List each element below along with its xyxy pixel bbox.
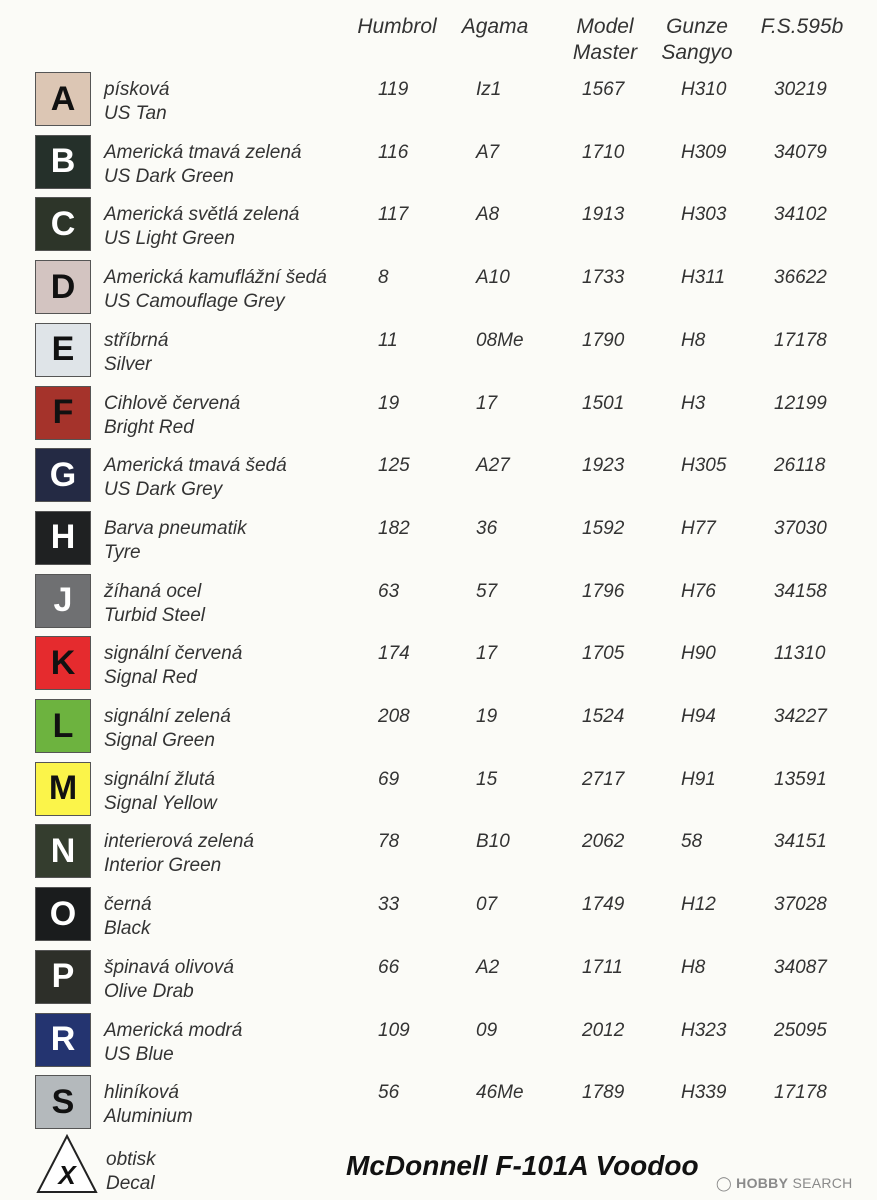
model-master-code: 1705 [582, 643, 625, 665]
model-master-code: 1710 [582, 141, 625, 163]
model-master-code: 1789 [582, 1082, 625, 1104]
color-swatch: L [35, 699, 91, 753]
humbrol-code: 11 [378, 329, 398, 351]
paint-row [0, 1009, 877, 1071]
color-name-en: Aluminium [104, 1106, 193, 1128]
fs-code: 34151 [774, 831, 827, 853]
agama-code: A27 [476, 455, 510, 477]
color-name-en: Bright Red [104, 416, 194, 438]
fs-code: 34158 [774, 580, 827, 602]
color-name-cz: signální zelená [104, 706, 231, 727]
color-names [104, 642, 242, 690]
watermark-logo: HOBBY [736, 1175, 789, 1191]
paint-row [0, 193, 877, 255]
color-names [104, 830, 254, 878]
color-name-en: US Light Green [104, 228, 235, 250]
fs-code: 34079 [774, 141, 827, 163]
color-name-cz: signální žlutá [104, 768, 215, 790]
color-name-cz: Barva pneumatik [104, 517, 247, 539]
gunze-code: H309 [681, 141, 727, 163]
color-name-cz: interierová zelená [104, 831, 254, 853]
model-master-code: 1711 [582, 956, 623, 978]
color-name-cz: Americká tmavá zelená [104, 141, 302, 163]
color-name-cz: špinavá olivová [104, 956, 234, 978]
color-name-cz: stříbrná [104, 329, 169, 351]
agama-code: A8 [476, 204, 500, 226]
color-name-en: US Tan [104, 103, 167, 124]
gunze-code: 58 [681, 831, 703, 853]
color-name-en: US Blue [104, 1043, 174, 1065]
decal-name-cz: obtisk [106, 1149, 156, 1170]
color-swatch: G [35, 448, 91, 502]
gunze-code: H8 [681, 956, 706, 978]
color-names [104, 1081, 193, 1129]
header-fs595b [752, 14, 852, 40]
color-name-en: Silver [104, 353, 152, 375]
fs-code: 37028 [774, 894, 827, 916]
model-master-code: 1733 [582, 267, 625, 289]
agama-code: A7 [476, 141, 500, 163]
color-name-cz: hliníková [104, 1082, 179, 1104]
agama-code: 15 [476, 768, 498, 790]
color-names [104, 580, 205, 628]
model-master-code: 1913 [582, 204, 625, 226]
color-name-cz: písková [104, 79, 170, 100]
humbrol-code: 78 [378, 831, 400, 853]
fs-code: 30219 [774, 79, 827, 100]
header-humbrol-line: Humbrol [357, 15, 437, 38]
paint-row [0, 68, 877, 130]
header-gunze-line1: Gunze [666, 15, 728, 38]
color-name-en: Turbid Steel [104, 604, 206, 626]
model-master-code: 1796 [582, 580, 625, 602]
model-master-code: 2062 [582, 831, 625, 853]
fs-code: 34227 [774, 706, 827, 727]
humbrol-code: 8 [378, 267, 389, 289]
paint-row [0, 256, 877, 318]
gunze-code: H305 [681, 455, 727, 477]
color-name-cz: Americká kamuflážní šedá [104, 267, 327, 289]
color-swatch: H [35, 511, 91, 565]
watermark-circle-icon: ◯ [716, 1175, 732, 1191]
gunze-code: H339 [681, 1082, 727, 1104]
agama-code: 46Me [476, 1082, 524, 1104]
color-name-cz: Americká tmavá šedá [104, 455, 287, 477]
agama-code: 17 [476, 643, 498, 665]
color-swatch: O [35, 887, 91, 941]
model-master-code: 1592 [582, 517, 625, 539]
color-name-cz: žíhaná ocel [104, 580, 202, 602]
color-names [104, 454, 287, 502]
fs-code: 12199 [774, 392, 827, 414]
fs-code: 26118 [774, 455, 826, 477]
color-name-en: Tyre [104, 541, 141, 563]
agama-code: B10 [476, 831, 510, 853]
header-gunze-line2: Sangyo [661, 41, 733, 64]
humbrol-code: 66 [378, 956, 400, 978]
model-master-code: 2717 [582, 768, 625, 790]
model-master-code: 1501 [582, 392, 625, 414]
color-name-en: Black [104, 918, 151, 940]
fs-code: 36622 [774, 267, 827, 289]
paint-row [0, 319, 877, 381]
model-title: McDonnell F-101A Voodoo [346, 1150, 699, 1181]
decal-names [106, 1148, 156, 1196]
color-names [104, 768, 217, 816]
model-master-code: 1749 [582, 894, 625, 916]
header-agama [455, 14, 535, 40]
color-name-cz: černá [104, 894, 152, 916]
color-names [104, 78, 169, 126]
color-swatch: C [35, 197, 91, 251]
color-name-en: US Dark Green [104, 165, 234, 187]
color-name-en: US Dark Grey [104, 479, 223, 501]
color-names [104, 517, 247, 565]
fs-code: 25095 [774, 1019, 827, 1041]
color-swatch: F [35, 386, 91, 440]
color-swatch: B [35, 135, 91, 189]
decal-name-en: Decal [106, 1173, 155, 1194]
color-swatch: A [35, 72, 91, 126]
paint-row [0, 946, 877, 1008]
gunze-code: H3 [681, 392, 706, 414]
color-names [104, 329, 168, 377]
decal-letter: X [58, 1160, 76, 1190]
color-names [104, 1019, 242, 1067]
agama-code: 08Me [476, 329, 524, 351]
gunze-code: H323 [681, 1019, 727, 1041]
agama-code: 07 [476, 894, 498, 916]
paint-row [0, 507, 877, 569]
humbrol-code: 69 [378, 768, 400, 790]
humbrol-code: 109 [378, 1019, 410, 1041]
model-master-code: 1790 [582, 329, 625, 351]
color-name-en: Signal Green [104, 730, 215, 751]
color-name-cz: Americká modrá [104, 1019, 243, 1041]
gunze-code: H94 [681, 706, 716, 727]
agama-code: Iz1 [476, 79, 502, 100]
model-master-code: 1923 [582, 455, 625, 477]
color-swatch: D [35, 260, 91, 314]
color-name-cz: Americká světlá zelená [104, 204, 300, 226]
color-names [104, 392, 240, 440]
color-swatch: M [35, 762, 91, 816]
color-names [104, 956, 234, 1004]
humbrol-code: 174 [378, 643, 410, 665]
humbrol-code: 182 [378, 517, 410, 539]
fs-code: 17178 [774, 329, 827, 351]
color-name-en: Interior Green [104, 855, 222, 877]
humbrol-code: 119 [378, 79, 409, 100]
paint-row [0, 632, 877, 694]
agama-code: 09 [476, 1019, 498, 1041]
gunze-code: H12 [681, 894, 716, 916]
paint-row [0, 382, 877, 444]
color-name-en: Signal Yellow [104, 792, 217, 814]
paint-row [0, 444, 877, 506]
color-swatch: P [35, 950, 91, 1004]
color-names [104, 705, 231, 753]
humbrol-code: 33 [378, 894, 400, 916]
humbrol-code: 116 [378, 141, 409, 163]
watermark-rest: SEARCH [792, 1175, 853, 1191]
agama-code: 17 [476, 392, 498, 414]
color-names [104, 893, 152, 941]
color-swatch: J [35, 574, 91, 628]
header-model-master [562, 14, 648, 66]
model-master-code: 1567 [582, 79, 625, 100]
agama-code: 57 [476, 580, 498, 602]
paint-row [0, 131, 877, 193]
header-agama-line: Agama [461, 15, 529, 38]
humbrol-code: 56 [378, 1082, 400, 1104]
color-name-en: Olive Drab [104, 980, 194, 1002]
color-name-cz: Cihlově červená [104, 392, 241, 414]
fs-code: 34087 [774, 956, 827, 978]
paint-row [0, 820, 877, 882]
paint-row [0, 758, 877, 820]
agama-code: 36 [476, 517, 498, 539]
fs-code: 37030 [774, 517, 827, 539]
header-fs-line: F.S.595b [760, 15, 844, 38]
gunze-code: H8 [681, 329, 706, 351]
fs-code: 34102 [774, 204, 827, 226]
model-master-code: 2012 [582, 1019, 625, 1041]
paint-row [0, 570, 877, 632]
color-name-en: US Camouflage Grey [104, 291, 285, 313]
gunze-code: H310 [681, 79, 727, 100]
color-swatch: N [35, 824, 91, 878]
color-swatch: S [35, 1075, 91, 1129]
fs-code: 13591 [774, 768, 827, 790]
header-model-master-line1: Model [576, 15, 634, 38]
header-model-master-line2: Master [572, 41, 638, 64]
paint-row [0, 883, 877, 945]
humbrol-code: 19 [378, 392, 400, 414]
color-names [104, 266, 327, 314]
gunze-code: H303 [681, 204, 727, 226]
gunze-code: H77 [681, 517, 716, 539]
paint-row [0, 695, 877, 757]
humbrol-code: 63 [378, 580, 400, 602]
fs-code: 11310 [774, 643, 826, 665]
humbrol-code: 208 [378, 706, 410, 727]
humbrol-code: 117 [378, 204, 409, 226]
humbrol-code: 125 [378, 455, 410, 477]
gunze-code: H76 [681, 580, 716, 602]
header-humbrol [352, 14, 442, 40]
model-master-code: 1524 [582, 706, 625, 727]
color-name-en: Signal Red [104, 667, 197, 689]
paint-row [0, 1071, 877, 1133]
color-swatch: R [35, 1013, 91, 1067]
color-name-cz: signální červená [104, 643, 243, 665]
gunze-code: H91 [681, 768, 716, 790]
watermark [716, 1175, 853, 1192]
color-swatch: E [35, 323, 91, 377]
gunze-code: H311 [681, 267, 726, 289]
agama-code: A10 [476, 267, 510, 289]
color-swatch: K [35, 636, 91, 690]
fs-code: 17178 [774, 1082, 827, 1104]
color-names [104, 203, 299, 251]
header-gunze-sangyo [654, 14, 740, 66]
agama-code: A2 [476, 956, 500, 978]
color-names [104, 141, 301, 189]
agama-code: 19 [476, 706, 498, 727]
gunze-code: H90 [681, 643, 716, 665]
